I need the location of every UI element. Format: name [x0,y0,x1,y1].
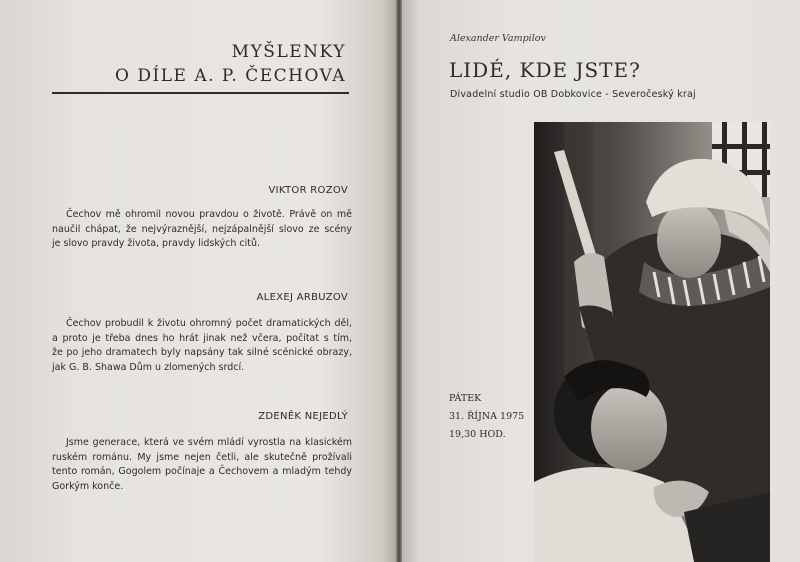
quote-line: tento román, Gogolem počínaje a Čechovem a mladým tehdy [52,466,352,477]
quote-line: naučil chápat, že nejvýraznější, nejzápalnější slovo ze scény [52,223,352,235]
title-line-1: MYŠLENKY [231,42,346,62]
quote-line: a proto je třeba dnes ho hrát jinak než včera, počítat s tím, [52,332,352,344]
quote-author-arbuzov: ALEXEJ ARBUZOV [256,292,348,303]
event-day: PÁTEK [449,393,482,404]
production-photo [534,122,770,562]
book-gutter [396,0,402,562]
page-title [115,40,346,88]
quote-line: Jsme generace, která ve svém mládí vyrostla na klasickém [66,437,352,448]
quote-line: že po jeho dramatech byly napsány tak silné scénické obrazy, [52,347,352,358]
quote-nejedly [52,436,352,494]
photo-illustration [534,122,770,562]
studio-name: Divadelní studio OB Dobkovice - Severočeský kraj [450,89,696,100]
quote-line: Čechov mě ohromil novou pravdou o životě. Právě on mě [66,209,352,220]
title-rule [52,92,349,94]
quote-line: jak G. B. Shawa Dům u zlomených srdcí. [52,361,245,373]
quote-line: Čechov probudil k životu ohromný počet dramatických děl, [66,318,352,329]
play-author: Alexander Vampilov [450,33,546,44]
event-date: 31. ŘÍJNA 1975 [449,411,525,422]
event-time: 19,30 HOD. [449,429,506,440]
event-info [449,390,524,444]
quote-line: je slovo pravdy života, pravdy lidských citů. [52,238,261,249]
play-title: LIDÉ, KDE JSTE? [449,58,641,82]
quote-line: Gorkým konče. [52,480,124,492]
title-line-2: O DÍLE A. P. ČECHOVA [115,66,346,86]
quote-author-rozov: VIKTOR ROZOV [268,185,348,196]
quote-arbuzov [52,317,352,375]
quote-rozov [52,208,352,252]
quote-author-nejedly: ZDENĚK NEJEDLÝ [258,411,348,422]
quote-line: ruském románu. My jsme nejen četli, ale skutečně prožívali [52,451,352,463]
left-page [0,0,398,562]
